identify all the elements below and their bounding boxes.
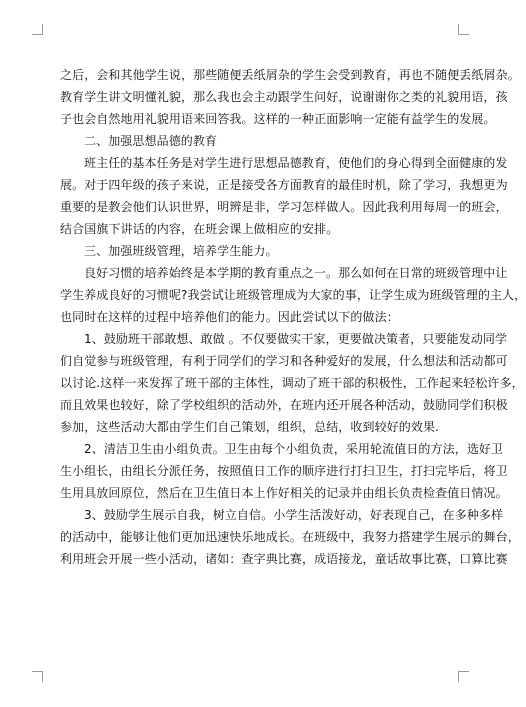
text-line: 参加，这些活动大都由学生们自己策划，组织，总结，收到较好的效果. [60, 420, 440, 434]
text-line: 2、清洁卫生由小组负责。卫生由每个小组负责，采用轮流值日的方法，选好卫 [84, 442, 504, 456]
crop-mark-bottom-right [458, 671, 469, 682]
text-line: 1、鼓励班干部敢想、敢做 。不仅要做实干家，更要做决策者，只要能发动同学 [84, 332, 508, 346]
text-line: 也同时在这样的过程中培养他们的能力。因此尝试以下的做法： [60, 310, 399, 324]
text-line: 而且效果也较好，除了学校组织的活动外，在班内还开展各种活动，鼓励同学们积极 [60, 398, 508, 412]
text-line: 利用班会开展一些小活动，诸如：查字典比赛，成语接龙，童话故事比赛，口算比赛 [60, 552, 508, 566]
text-line: 展。对于四年级的孩子来说，正是接受各方面教育的最佳时机，除了学习，我想更为 [60, 178, 508, 192]
text-line: 的活动中，能够让他们更加迅速快乐地成长。在班级中，我努力搭建学生展示的舞台， [60, 530, 520, 544]
text-line: 们自觉参与班级管理，有利于同学们的学习和各种爱好的发展，什么想法和活动都可 [60, 354, 508, 368]
text-line: 班主任的基本任务是对学生进行思想品德教育，使他们的身心得到全面健康的发 [84, 156, 508, 170]
text-line: 生用具放回原位，然后在卫生值日本上作好相关的记录并由组长负责检查值日情况。 [60, 486, 508, 500]
document-body [60, 64, 526, 570]
text-line: 结合国旗下讲话的内容，在班会课上做相应的安排。 [60, 222, 339, 236]
text-line: 三、加强班级管理，培养学生能力。 [84, 244, 278, 258]
crop-mark-top-left [32, 24, 43, 35]
text-line: 之后，会和其他学生说，那些随便丢纸屑杂的学生会受到教育，再也不随便丢纸屑杂。 [60, 68, 520, 82]
text-line: 二、加强思想品德的教育 [84, 134, 218, 148]
crop-mark-bottom-left [32, 671, 43, 682]
text-line: 教育学生讲文明懂礼貌，那么我也会主动跟学生问好，说谢谢你之类的礼貌用语，孩 [60, 90, 508, 104]
text-line: 良好习惯的培养始终是本学期的教育重点之一。那么如何在日常的班级管理中让 [84, 266, 508, 280]
text-line: 子也会自然地用礼貌用语来回答我。这样的一种正面影响一定能有益学生的发展。 [60, 112, 496, 126]
crop-mark-top-right [458, 24, 469, 35]
text-line: 学生养成良好的习惯呢?我尝试让班级管理成为大家的事，让学生成为班级管理的主人， [60, 288, 526, 302]
text-line: 以讨论.这样一来发挥了班干部的主体性，调动了班干部的积极性，工作起来轻松许多， [60, 376, 524, 390]
text-line: 重要的是教会他们认识世界，明辨是非，学习怎样做人。因此我利用每周一的班会， [60, 200, 508, 214]
text-line: 生小组长，由组长分派任务，按照值日工作的顺序进行打扫卫生，打扫完毕后，将卫 [60, 464, 508, 478]
text-line: 3、鼓励学生展示自我，树立自信。小学生活泼好动，好表现自己，在多种多样 [84, 508, 504, 522]
